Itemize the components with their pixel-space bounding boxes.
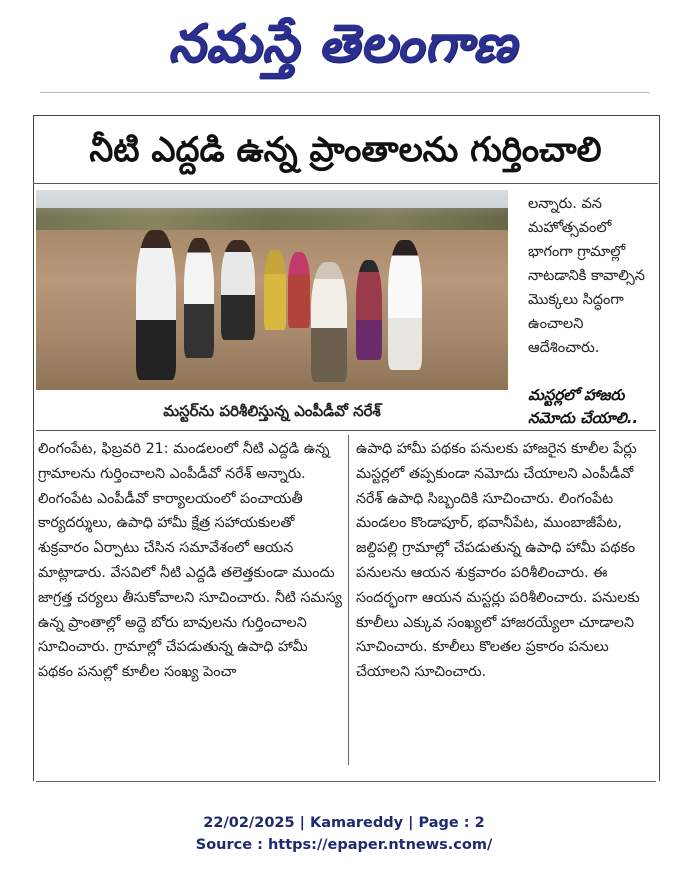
photo-caption: మస్టర్‌ను పరిశీలిస్తున్న ఎంపీడీవో నరేశ్ (163, 402, 381, 420)
photo-person (311, 262, 347, 382)
photo-person (221, 240, 255, 340)
photo-hills (36, 208, 508, 230)
page-footer (0, 812, 688, 856)
article-bottom-rule (36, 781, 656, 782)
masthead-rule (40, 92, 650, 93)
right-column-text (356, 437, 654, 685)
article-headline: నీటి ఎద్దడి ఉన్న ప్రాంతాలను గుర్తించాలి (89, 130, 602, 170)
newspaper-logo: నమస్తే తెలంగాణ (168, 14, 517, 74)
side-column-text (528, 192, 654, 360)
photo-person (136, 230, 176, 380)
footer-date-line: 22/02/2025 | Kamareddy | Page : 2 (203, 815, 485, 831)
side-column-paragraph: లన్నారు. వన మహోత్సవంలో భాగంగా గ్రామాల్లో నాటడానికి కావాల్సిన మొక్కలు సిద్ధంగా ఉంచాలని ఆదేశించారు. (528, 196, 645, 356)
photo-person (388, 240, 422, 370)
photo-person (184, 238, 214, 358)
article-photo (36, 190, 508, 390)
masthead (0, 0, 688, 95)
photo-person (288, 252, 310, 328)
photo-person (264, 250, 286, 330)
photo-person (356, 260, 382, 360)
left-column-paragraph: లింగంపేట, ఫిబ్రవరి 21: మండలంలో నీటి ఎద్దడి ఉన్న గ్రామాలను గుర్తించాలని ఎంపీడీవో నరేశ్ అన్నారు. లింగంపేట ఎంపీడీవో కార్యాలయంలో పంచాయతీ కార్యదర్శులు, ఉపాధి హామీ క్షేత్ర సహాయకులతో శుక్రవారం ఏర్పాటు చేసిన సమావేశంలో ఆయన మాట్లాడారు. వేసవిలో నీటి ఎద్దడి తలెత్తకుండా ముందు జాగ్రత్త చర్యలు తీసుకోవాలని సూచించారు. నీటి సమస్య ఉన్న ప్రాంతాల్లో అద్దె బోరు బావులను గుర్తించాలని సూచించారు. గ్రామాల్లో చేపడుతున్న ఉపాధి హామీ పథకం పనుల్లో కూలీల సంఖ్య పెంచా (38, 441, 343, 681)
headline-divider (33, 183, 658, 184)
body-divider (36, 430, 656, 431)
left-column-text (38, 437, 344, 685)
right-column-paragraph: ఉపాధి హామీ పథకం పనులకు హాజరైన కూలీల పేర్లు మస్టర్లలో తప్పకుండా నమోదు చేయాలని ఎంపీడీవో నరేశ్ ఉపాధి సిబ్బందికి సూచించారు. లింగంపేట మండలం కొండాపూర్, భవానీపేట, ముంబాజీపేట, జల్దిపల్లి గ్రామాల్లో చేపడుతున్న ఉపాధి హామీ పథకం పనులను ఆయన శుక్రవారం పరిశీలించారు. ఈ సందర్భంగా ఆయన మస్టర్లు పరిశీలించారు. పనులకు కూలీలు ఎక్కువ సంఖ్యలో హాజరయ్యేలా చూడాలని సూచించారు. కూలీలు కొలతల ప్రకారం పనులు చేయాలని సూచించారు. (356, 441, 640, 681)
column-divider (348, 435, 349, 765)
footer-source-line: Source : https://epaper.ntnews.com/ (195, 837, 493, 853)
sub-heading: మస్టర్లలో హాజరు నమోదు చేయాలి.. (528, 386, 639, 427)
